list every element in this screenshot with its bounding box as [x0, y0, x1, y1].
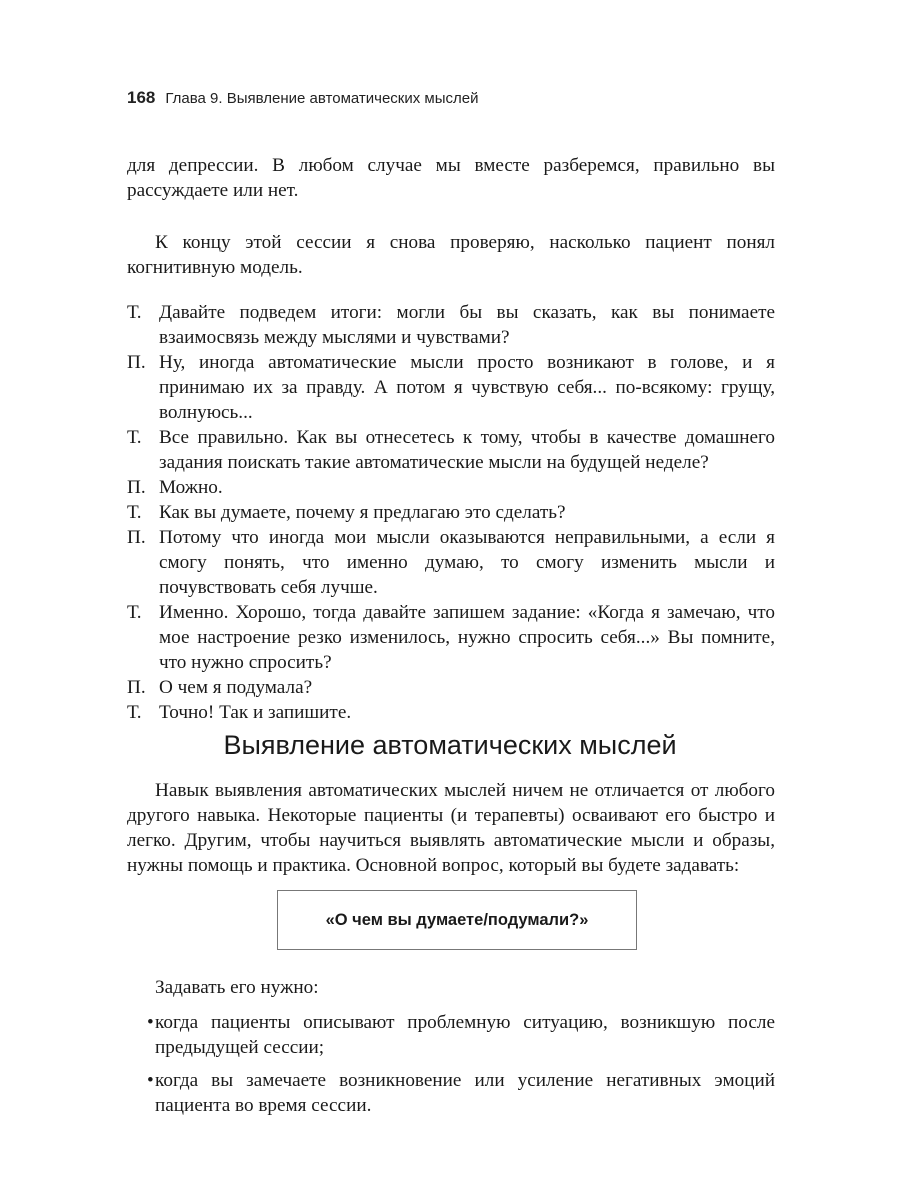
page-number: 168: [127, 88, 156, 107]
speaker-label: Т.: [127, 302, 142, 323]
chapter-title: Глава 9. Выявление автоматических мыслей: [165, 90, 479, 107]
bullet-text: когда пациенты описывают проблемную ситуацию, возникшую после предыдущей сессии;: [155, 1012, 775, 1058]
bullet-text: когда вы замечаете возникновение или усиление негативных эмоций пациента во время сессии.: [155, 1070, 775, 1116]
dialog-turn: [127, 525, 775, 600]
dialog-line: Ну, иногда автоматические мысли просто возникают в голове, и я принимаю их за правду. А потом я чувствую себя... по-всякому: грущу, волнуюсь...: [159, 352, 775, 423]
speaker-label: П.: [127, 677, 146, 698]
key-question-text: «О чем вы думаете/подумали?»: [325, 910, 589, 929]
speaker-label: П.: [127, 352, 146, 373]
dialog-line: Потому что иногда мои мысли оказываются неправильными, а если я смогу понять, что именно думаю, то смогу изменить мысли и почувствовать себя лучше.: [159, 527, 775, 598]
speaker-label: П.: [127, 477, 146, 498]
intro-paragraph-2: К концу этой сессии я снова проверяю, насколько пациент понял когнитивную модель.: [127, 232, 775, 278]
dialog-turn: [127, 425, 775, 475]
dialog-turn: [127, 675, 775, 700]
dialog-line: Именно. Хорошо, тогда давайте запишем задание: «Когда я замечаю, что мое настроение резко изменилось, нужно спросить себя...» Вы помните, что нужно спросить?: [159, 602, 775, 673]
dialog-line: Все правильно. Как вы отнесетесь к тому, чтобы в качестве домашнего задания поискать такие автоматические мысли на будущей неделе?: [159, 427, 775, 473]
running-head: [127, 88, 478, 108]
dialog-turn: [127, 600, 775, 675]
speaker-label: Т.: [127, 502, 142, 523]
dialog-turn: [127, 500, 775, 525]
list-item: [127, 1068, 775, 1118]
dialog-turn: [127, 475, 775, 500]
key-question-box: [277, 890, 637, 950]
speaker-label: Т.: [127, 702, 142, 723]
bullet-icon: •: [147, 1012, 154, 1033]
intro-paragraph-1: для депрессии. В любом случае мы вместе разберемся, правильно вы рассуждаете или нет.: [127, 155, 775, 201]
bullet-icon: •: [147, 1070, 154, 1091]
dialog-turn: [127, 350, 775, 425]
dialog-line: Давайте подведем итоги: могли бы вы сказать, как вы понимаете взаимосвязь между мыслями и чувствами?: [159, 302, 775, 348]
dialog-line: Можно.: [159, 477, 223, 498]
dialog-line: Точно! Так и запишите.: [159, 702, 352, 723]
section-heading: Выявление автоматических мыслей: [223, 730, 677, 760]
bullet-list: [127, 1010, 775, 1126]
list-item: [127, 1010, 775, 1060]
dialog-line: Как вы думаете, почему я предлагаю это сделать?: [159, 502, 566, 523]
bullets-intro: Задавать его нужно:: [155, 977, 319, 998]
dialog-turn: [127, 300, 775, 350]
speaker-label: П.: [127, 527, 146, 548]
dialog-line: О чем я подумала?: [159, 677, 313, 698]
dialog-transcript: [127, 300, 775, 725]
speaker-label: Т.: [127, 602, 142, 623]
dialog-turn: [127, 700, 775, 725]
section-paragraph: Навык выявления автоматических мыслей ничем не отличается от любого другого навыка. Некоторые пациенты (и терапевты) осваивают его быстро и легко. Другим, чтобы научиться выявлять автоматические мысли и образы, нужны помощь и практика. Основной вопрос, который вы будете задавать:: [127, 780, 775, 876]
speaker-label: Т.: [127, 427, 142, 448]
